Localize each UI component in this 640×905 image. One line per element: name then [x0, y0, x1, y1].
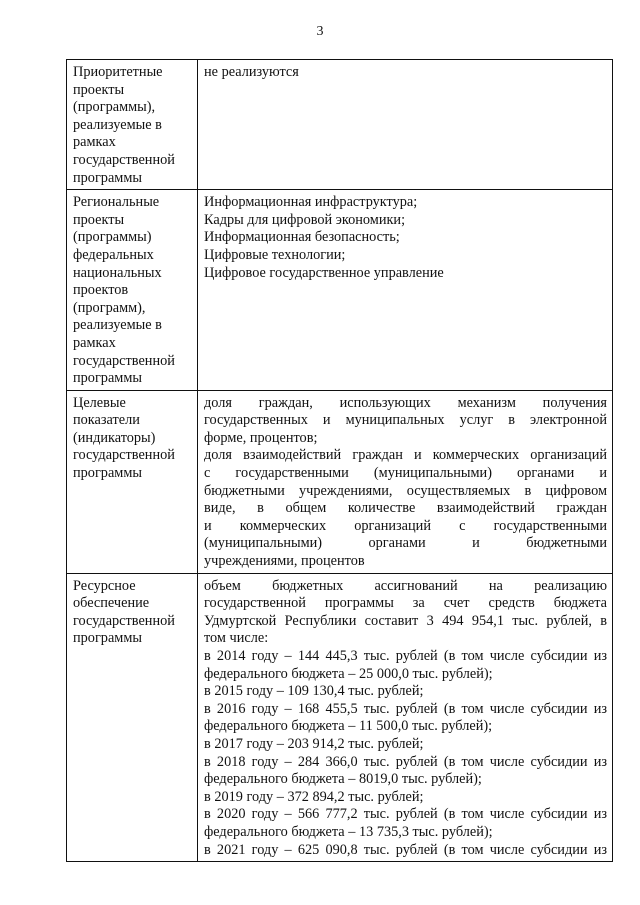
row-value-line: федерального бюджета – 11 500,0 тыс. рублей); [204, 718, 493, 735]
row-label-line: государственной [73, 612, 175, 629]
row-label-line: реализуемые в [73, 116, 162, 133]
row-label-line: программы [73, 169, 143, 186]
row-value-line: федерального бюджета – 13 735,3 тыс. рублей); [204, 823, 493, 840]
row-value-line: Удмуртской Республики составит 3 494 954,1 тыс. рублей, в [204, 612, 607, 629]
row-label-line: проекты [73, 211, 125, 228]
row-value-line: доля взаимодействий граждан и коммерческих организаций [204, 447, 607, 464]
row-value-line: (муниципальными) органами и бюджетными [204, 535, 607, 552]
row-value-line: бюджетными учреждениями, осуществляемых в цифровом [204, 482, 607, 499]
row-label-line: программы [73, 630, 143, 647]
row-label-line: Региональные [73, 194, 160, 211]
row-label-cell [67, 60, 198, 190]
row-value-cell [198, 190, 613, 391]
row-label-line: государственной [73, 352, 175, 369]
row-label-line: федеральных [73, 246, 154, 263]
row-value-line: федерального бюджета – 25 000,0 тыс. рублей); [204, 665, 493, 682]
page-number: 3 [316, 24, 324, 39]
row-label-line: Целевые [73, 394, 126, 411]
passport-row [67, 60, 613, 190]
row-value-line: Информационная безопасность; [204, 229, 400, 246]
row-value-line: федерального бюджета – 8019,0 тыс. рублей); [204, 771, 482, 788]
row-value-line: с государственными (муниципальными) органами и [204, 465, 607, 482]
passport-table-body [67, 60, 613, 862]
row-label-line: показатели [73, 412, 140, 429]
row-label-cell [67, 390, 198, 573]
row-value-line: государственных и муниципальных услуг в электронной [204, 412, 607, 429]
passport-row [67, 190, 613, 391]
row-value-line: том числе: [204, 630, 269, 647]
row-value-line: объем бюджетных ассигнований на реализацию [204, 577, 607, 594]
row-value-line: доля граждан, использующих механизм получения [204, 394, 607, 411]
row-label-line: (программы), [73, 99, 156, 116]
row-label-cell [67, 190, 198, 391]
row-label-line: (индикаторы) [73, 429, 156, 446]
row-label-line: (программ), [73, 299, 146, 316]
row-value-line: в 2014 году – 144 445,3 тыс. рублей (в том числе субсидии из [204, 648, 607, 664]
program-passport-table [66, 59, 613, 862]
row-label-line: программы [73, 465, 143, 482]
row-label-line: рамках [73, 134, 116, 151]
row-value-cell [198, 390, 613, 573]
row-value-line: в 2016 году – 168 455,5 тыс. рублей (в том числе субсидии из [204, 700, 607, 717]
row-label-line: государственной [73, 447, 175, 464]
row-value-line: Цифровое государственное управление [204, 264, 444, 281]
row-value-line: в 2020 году – 566 777,2 тыс. рублей (в том числе субсидии из [204, 806, 607, 823]
row-value-cell [198, 573, 613, 862]
row-value-cell [198, 60, 613, 190]
row-value-line: государственной программы за счет средств бюджета [204, 595, 607, 612]
row-value-line: Кадры для цифровой экономики; [204, 211, 406, 228]
row-value-line: не реализуются [204, 64, 299, 80]
row-label-line: программы [73, 370, 143, 387]
row-value-line: виде, в общем количестве взаимодействий граждан [204, 500, 607, 517]
row-value-line: Информационная инфраструктура; [204, 194, 418, 211]
row-label-line: национальных [73, 264, 162, 281]
row-label-line: проекты [73, 81, 125, 98]
row-label-line: рамках [73, 334, 116, 351]
row-value-line: в 2017 году – 203 914,2 тыс. рублей; [204, 735, 424, 752]
passport-row [67, 573, 613, 862]
row-label-line: (программы) [73, 229, 152, 246]
row-value-line: в 2018 году – 284 366,0 тыс. рублей (в том числе субсидии из [204, 753, 607, 770]
row-label-line: реализуемые в [73, 317, 162, 334]
row-label-cell [67, 573, 198, 862]
row-value-line: форме, процентов; [204, 429, 318, 446]
row-value-line: в 2019 году – 372 894,2 тыс. рублей; [204, 788, 424, 805]
passport-row [67, 390, 613, 573]
row-label-line: проектов [73, 282, 129, 299]
row-value-line: учреждениями, процентов [204, 553, 365, 570]
row-value-line: и коммерческих организаций с государственными [204, 517, 607, 534]
row-value-line: в 2021 году – 625 090,8 тыс. рублей (в том числе субсидии из [204, 841, 607, 858]
row-label-line: Ресурсное [73, 577, 136, 594]
row-value-line: в 2015 году – 109 130,4 тыс. рублей; [204, 683, 424, 700]
row-value-line: Цифровые технологии; [204, 246, 346, 263]
row-label-line: Приоритетные [73, 64, 163, 80]
row-label-line: обеспечение [73, 595, 150, 612]
row-label-line: государственной [73, 151, 175, 168]
